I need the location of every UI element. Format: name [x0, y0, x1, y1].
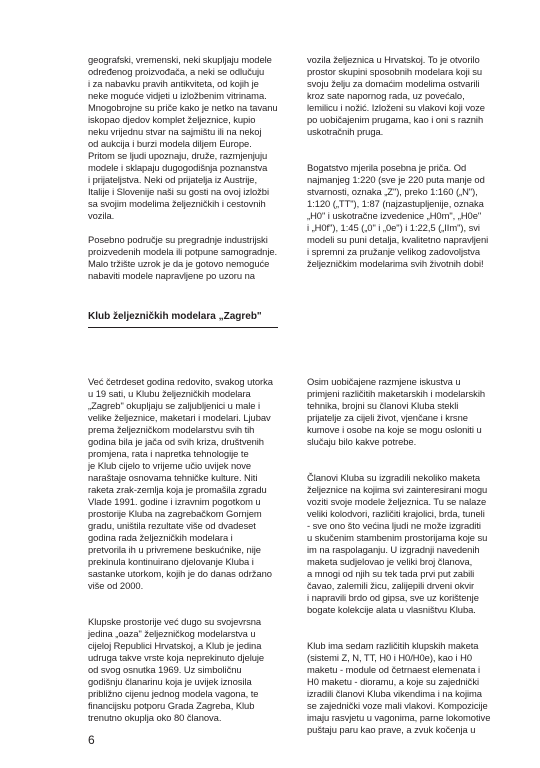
- paragraph: Članovi Kluba su izgradili nekoliko maketa željeznice na kojima svi zainteresirani mogu voziti svoje modele željeznica. Tu se nalaze veliki kolodvori, različiti krajolici, brda, tuneli - sve ono što većina ljudi ne može izgraditi u skučenim stambenim prostorijama koje su im na raspolaganju. U izgradnji navedenih maketa sudjelovao je veliki broj članova, a mnogi od njih su tek tada prvi put zabili čavao, zalemili žicu, zalijepili drveni okvir i napravili brdo od gipsa, sve uz korištenje bogate kolekcije alata u vlasništvu Kluba.: [307, 472, 488, 615]
- paragraph: Bogatstvo mjerila posebna je priča. Od najmanjeg 1:220 (sve je 220 puta manje od stvarnosti, oznaka „Z"), preko 1:160 („N"), 1:120 („TT"), 1:87 (najzastupljenije, oznaka „H0" i uskotračne izvedenice „H0m", „H0e" i „H0f"), 1:45 („0" i „0e") i 1:22,5 („IIm"), svi modeli su puni detalja, kvalitetno napravljeni i spremni za pružanje velikog zadovoljstva željezničkim modelarima svih životnih dobi!: [307, 162, 489, 269]
- page-number: 6: [88, 733, 95, 747]
- section-heading: Klub željezničkih modelara „Zagreb": [88, 311, 262, 322]
- bottom-left-column: [88, 364, 293, 736]
- top-left-column: [88, 42, 293, 294]
- paragraph: Klub ima sedam različitih klupskih maketa (sistemi Z, N, TT, H0 i H0/H0e), kao i H0 maketu - module od četrnaest elemenata i H0 maketu - dioramu, a koje su zajednički izradili članovi Kluba vikendima i na kojima se zajednički voze mali vlakovi. Kompozicije imaju rasvjetu u vagonima, parne lokomotive puštaju paru kao prave, a zvuk kočenja u: [307, 640, 491, 735]
- bottom-right-column: [307, 364, 512, 748]
- paragraph: geografski, vremenski, neki skupljaju modele određenog proizvođača, a neki se odlučuju i za nabavku pravih antikviteta, od kojih je neke moguće vidjeti u izložbenim vitrinama. Mnogobrojne su priče kako je netko na tavanu iskopao djedov komplet željeznice, kupio neku vrijednu stvar na sajmištu ili na nekoj od aukcija i burzi modela diljem Europe. Pritom se ljudi upoznaju, druže, razmjenjuju modele i sklapaju dugogodišnja poznanstva i prijateljstva. Neki od prijatelja iz Austrije, Italije i Slovenije naši su gosti na ovoj izložbi sa svojim modelima željezničkih i cestovnih vozila.: [88, 54, 278, 221]
- paragraph: Osim uobičajene razmjene iskustva u primjeni različitih maketarskih i modelarskih tehnika, brojni su članovi Kluba stekli prijatelje za cijeli život, vjenčane i krsne kumove i osobe na koje se mogu osloniti u slučaju bilo kakve potrebe.: [307, 376, 486, 447]
- paragraph: vozila željeznica u Hrvatskoj. To je otvorilo prostor skupini sposobnih modelara koji su svoju želju za domaćim modelima ostvarili kroz sate napornog rada, uz povećalo, lemilicu i nožić. Izloženi su vlakovi koji voze po uobičajenim prugama, kao i oni s raznih uskotračnih pruga.: [307, 54, 485, 137]
- paragraph: Posebno područje su pregradnje industrijski proizvedenih modela ili potpune samogradnje. Malo tržište uzrok je da je gotovo nemoguće nabaviti modele napravljene po uzoru na: [88, 234, 278, 281]
- paragraph: Već četrdeset godina redovito, svakog utorka u 19 sati, u Klubu željezničkih modelara „Zagreb" okupljaju se zaljubljenici u male i velike željeznice, maketari i modelari. Ljubav prema željezničkom modelarstvu svih tih godina bila je jača od svih kriza, društvenih promjena, rata i napretka tehnologije te je Klub cijelo to vrijeme učio uvijek nove naraštaje osnovama tehničke kulture. Niti raketa zrak-zemlja koja je promašila zgradu Vlade 1991. godine i izravnim pogotkom u prostorije Kluba na zagrebačkom Gornjem gradu, uništila rezultate više od dvadeset godina rada željezničkih modelara i pretvorila ih u privremene beskućnike, nije prekinula kontinuirano djelovanje Kluba i sastanke utorkom, kojih je do danas održano više od 2000.: [88, 376, 273, 591]
- top-right-column: [307, 42, 512, 282]
- heading-underline: [88, 327, 278, 328]
- paragraph: Klupske prostorije već dugo su svojevrsna jedina „oaza" željezničkog modelarstva u cijeloj Republici Hrvatskoj, a Klub je jedina udruga takve vrste koja neprekinuto djeluje od svog osnutka 1969. Uz simboličnu godišnju članarinu koja je uvijek iznosila približno cijenu jednog modela vagona, te financijsku potporu Grada Zagreba, Klub trenutno okuplja oko 80 članova.: [88, 616, 265, 723]
